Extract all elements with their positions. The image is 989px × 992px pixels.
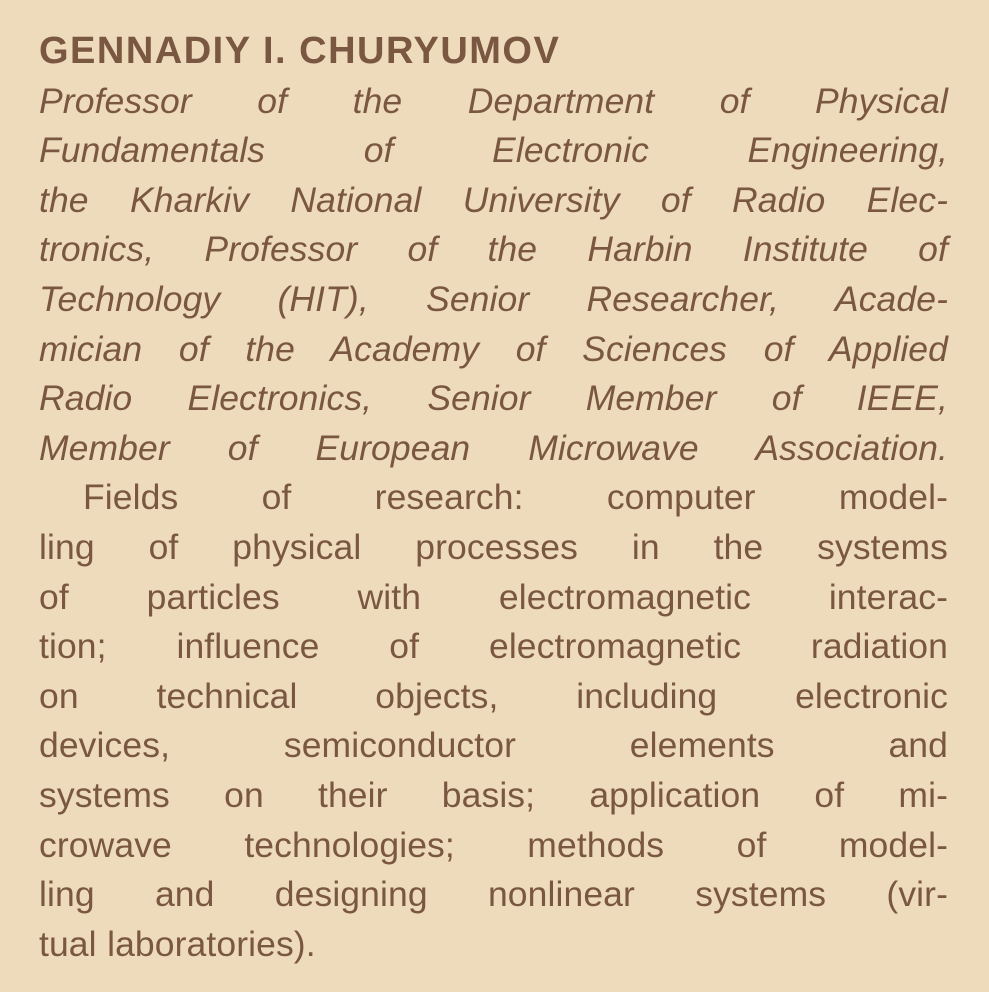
text-line: systems on their basis; application of mi- [39,774,948,815]
research-paragraph [39,473,948,969]
text-line: Fields of research: computer model- [83,477,948,518]
text-line: Technology (HIT), Senior Researcher, Acade- [39,278,948,319]
text-line: Fundamentals of Electronic Engineering, [39,130,948,171]
text-line: crowave technologies; methods of model- [39,824,948,865]
position-paragraph [39,77,948,474]
text-line: on technical objects, including electronic [39,675,948,716]
text-line: tronics, Professor of the Harbin Institute of [39,229,948,270]
text-line: Radio Electronics, Senior Member of IEEE, [39,378,948,419]
text-line: tion; influence of electromagnetic radiation [39,626,948,667]
text-line: of particles with electromagnetic interac- [39,576,948,617]
text-line: tual laboratories). [39,923,316,964]
text-line: ling and designing nonlinear systems (vir- [39,874,948,915]
text-line: devices, semiconductor elements and [39,725,948,766]
text-line: ling of physical processes in the systems [39,526,948,567]
text-line: Professor of the Department of Physical [39,80,948,121]
person-name: GENNADIY I. CHURYUMOV [39,30,561,72]
text-line: the Kharkiv National University of Radio Elec- [39,179,948,220]
text-line: Member of European Microwave Association. [39,427,948,468]
text-line: mician of the Academy of Sciences of Applied [39,328,948,369]
